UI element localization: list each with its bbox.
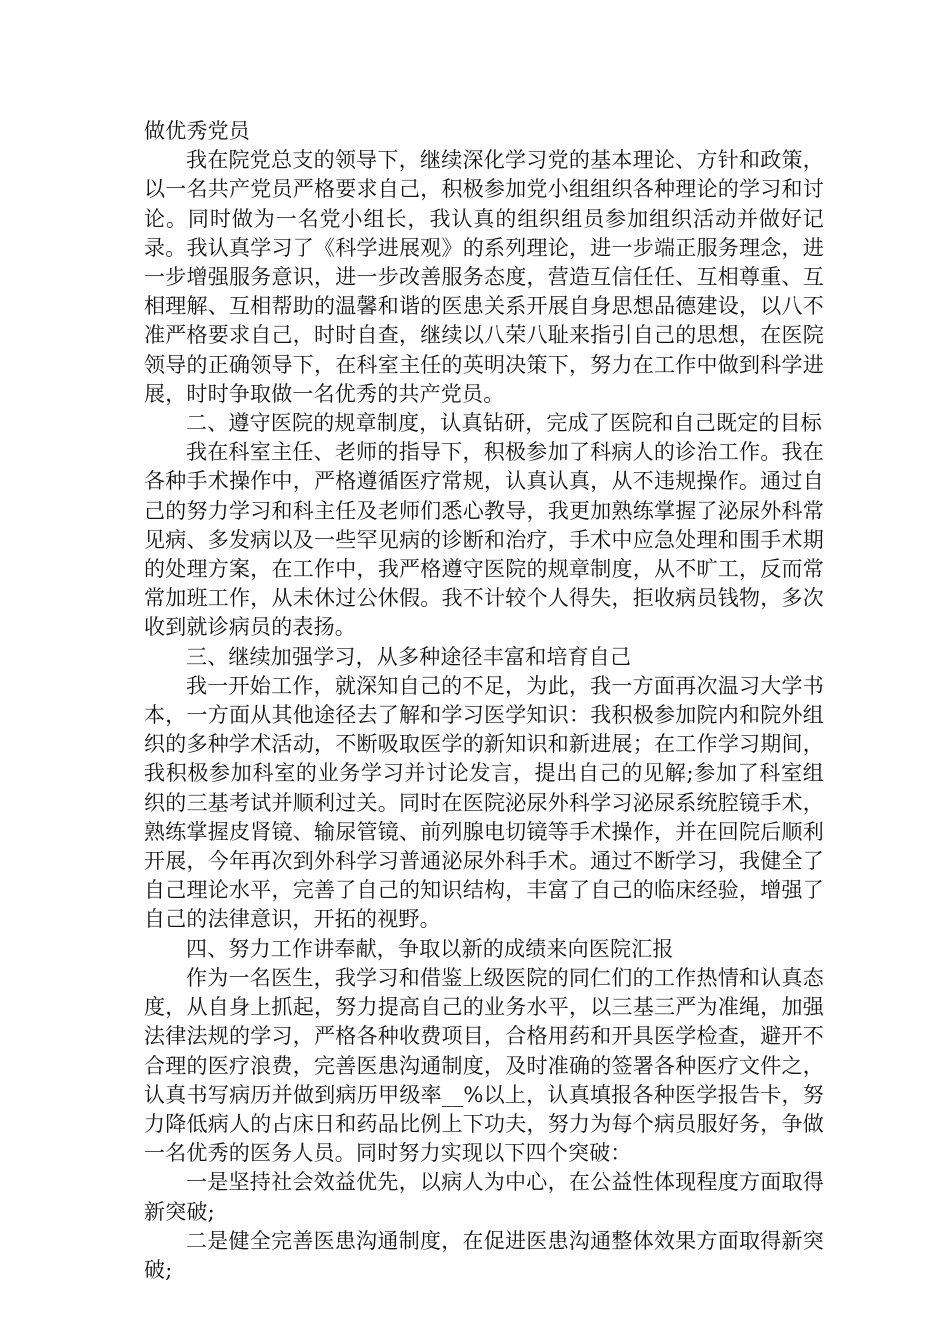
document-title: 做优秀党员 — [144, 119, 250, 143]
list-item-breakthrough-1: 一是坚持社会效益优先，以病人为中心，在公益性体现程度方面取得新突破; — [144, 1170, 824, 1224]
section-heading-dedication: 四、努力工作讲奉献，争取以新的成绩来向医院汇报 — [186, 936, 674, 961]
paragraph-party-member: 我在院党总支的领导下，继续深化学习党的基本理论、方针和政策，以一名共产党员严格要求自己，积极参加党小组组织各种理论的学习和讨论。同时做为一名党小组长，我认真的组织组员参加组织活动并做好记录。我认真学习了《科学进展观》的系列理论，进一步端正服务理念，进一步增强服务意识，进一步改善服务态度，营造互信任任、互相尊重、互相理解、互相帮助的温馨和谐的医患关系开展自身思想品德建设，以八不准严格要求自己，时时自查，继续以八荣八耻来指引自己的思想，在医院领导的正确领导下，在科室主任的英明决策下，努力在工作中做到科学进展，时时争取做一名优秀的共产党员。 — [144, 148, 824, 406]
section-heading-rules: 二、遵守医院的规章制度，认真钻研，完成了医院和自己既定的目标 — [186, 411, 822, 436]
paragraph-doctor-work: 作为一名医生，我学习和借鉴上级医院的同仁们的工作热情和认真态度，从自身上抓起，努力提高自己的业务水平，以三基三严为准绳，加强法律法规的学习，严格各种收费项目，合格用药和开具医学检查，避开不合理的医疗浪费，完善医患沟通制度，及时准确的签署各种医疗文件之，认真书写病历并做到病历甲级率__%以上，认真填报各种医学报告卡，努力降低病人的占床日和药品比例上下功夫，努力为每个病员服好务，争做一名优秀的医务人员。同时努力实现以下四个突破： — [144, 965, 824, 1166]
paragraph-learning: 我一开始工作，就深知自己的不足，为此，我一方面再次温习大学书本，一方面从其他途径去了解和学习医学知识：我积极参加院内和院外组织的多种学术活动，不断吸取医学的新知识和新进展；在工作学习期间，我积极参加科室的业务学习并讨论发言，提出自己的见解;参加了科室组织的三基考试并顺利过关。同时在医院泌尿外科学习泌尿系统腔镜手术，熟练掌握皮肾镜、输尿管镜、前列腺电切镜等手术操作，并在回院后顺利开展，今年再次到外科学习普通泌尿外科手术。通过不断学习，我健全了自己理论水平，完善了自己的知识结构，丰富了自己的临床经验，增强了自己的法律意识，开拓的视野。 — [144, 673, 824, 932]
paragraph-clinical-work: 我在科室主任、老师的指导下，积极参加了科病人的诊治工作。我在各种手术操作中，严格遵循医疗常规，认真认真，从不违规操作。通过自己的努力学习和科主任及老师们悉心教导，我更加熟练掌握了泌尿外科常见病、多发病以及一些罕见病的诊断和治疗，手术中应急处理和围手术期的处理方案，在工作中，我严格遵守医院的规章制度，从不旷工，反而常常加班工作，从未休过公休假。我不计较个人得失，拒收病员钱物，多次收到就诊病员的表扬。 — [144, 440, 824, 640]
section-heading-study: 三、继续加强学习，从多种途径丰富和培育自己 — [186, 644, 632, 669]
document-body — [144, 117, 824, 1285]
list-item-breakthrough-2: 二是健全完善医患沟通制度，在促进医患沟通整体效果方面取得新突破; — [144, 1228, 824, 1282]
